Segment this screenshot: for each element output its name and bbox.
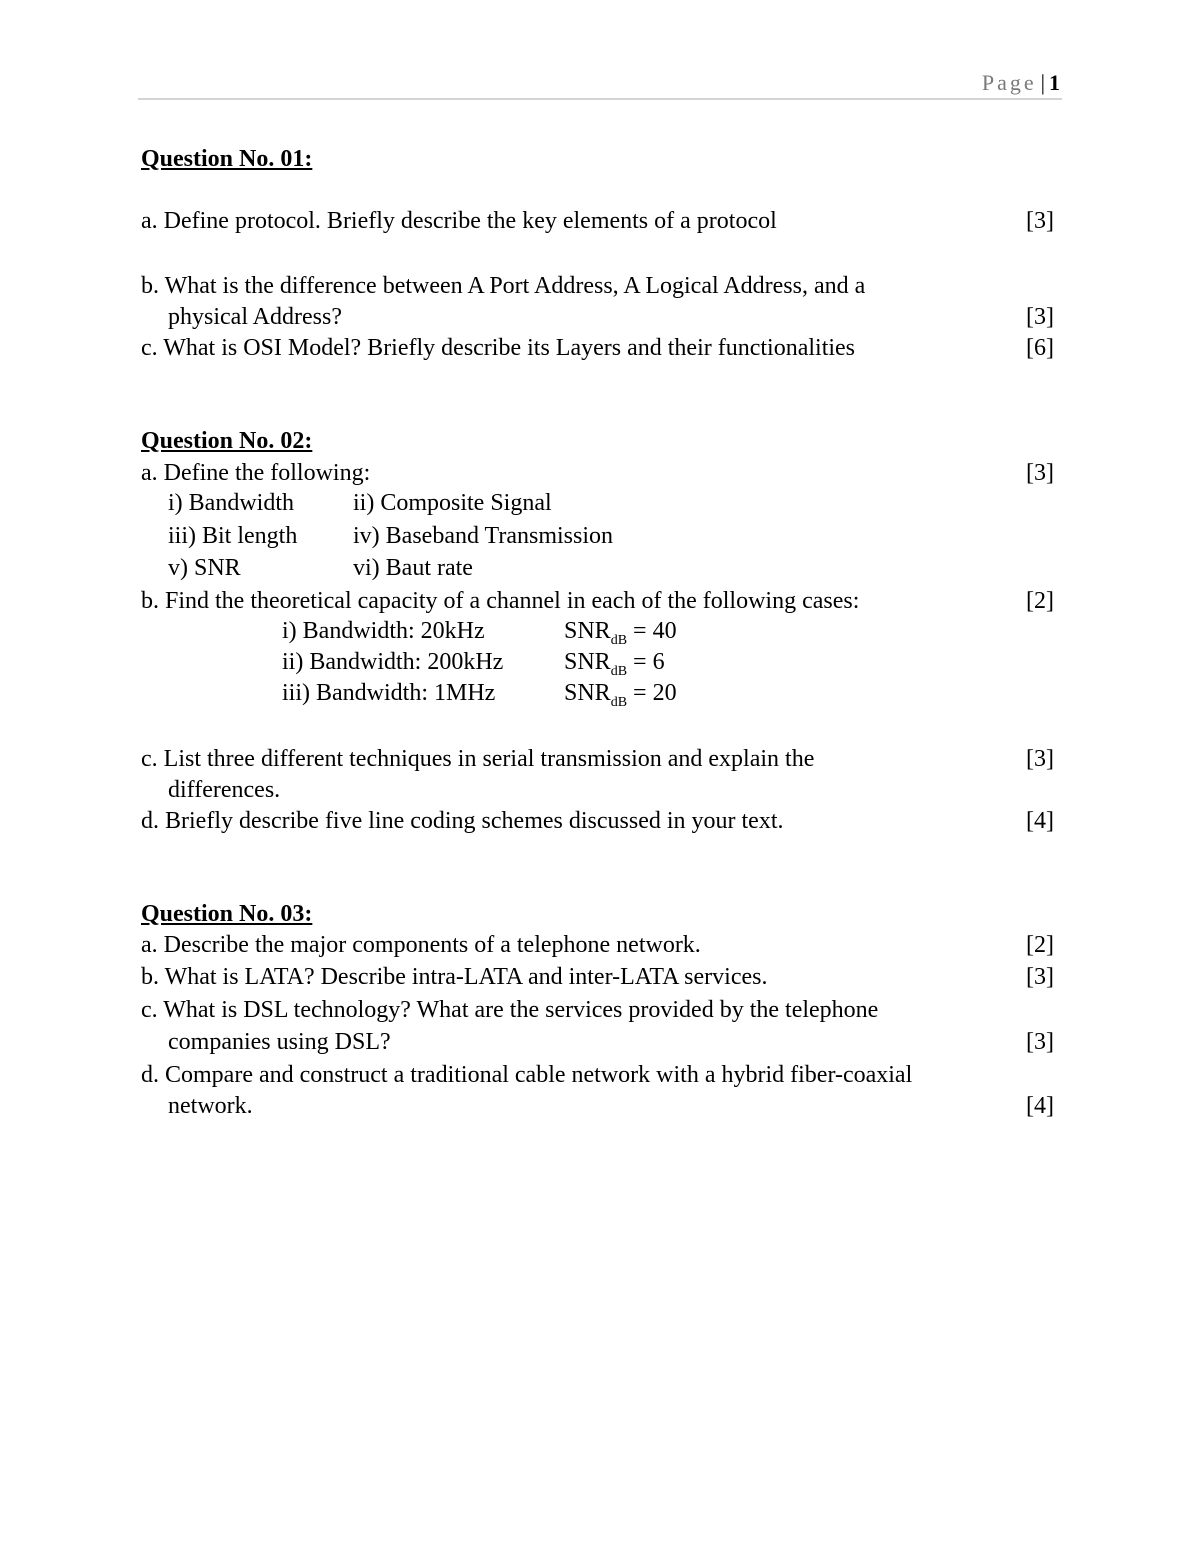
page-label: Page bbox=[981, 70, 1037, 95]
q1-b-line1: b. What is the difference between A Port Address, A Logical Address, and a bbox=[141, 273, 866, 299]
q3-a-text: a. Describe the major components of a telephone network. bbox=[141, 932, 701, 958]
q2-c-line1: c. List three different techniques in serial transmission and explain the bbox=[141, 746, 815, 772]
q2-d-marks: [4] bbox=[1026, 808, 1054, 834]
q2-a-term: v) SNR bbox=[168, 555, 241, 581]
q2-a-term: iv) Baseband Transmission bbox=[353, 523, 614, 549]
question-1-title: Question No. 01: bbox=[141, 146, 313, 172]
q1-b-marks: [3] bbox=[1026, 304, 1054, 330]
q2-b-case-snr: $SNR_{dB} = 40$ bbox=[564, 618, 677, 648]
q3-a-marks: [2] bbox=[1026, 932, 1054, 958]
q3-c-line1: c. What is DSL technology? What are the services provided by the telephone bbox=[141, 997, 879, 1023]
q1-c-text: c. What is OSI Model? Briefly describe its Layers and their functionalities bbox=[141, 335, 856, 361]
page-number: 1 bbox=[1049, 70, 1060, 95]
q3-c-line2: companies using DSL? bbox=[168, 1029, 391, 1055]
q3-b-marks: [3] bbox=[1026, 964, 1054, 990]
q2-b-marks: [2] bbox=[1026, 588, 1054, 614]
q3-d-line2: network. bbox=[168, 1093, 253, 1119]
q2-b-case-bandwidth: iii) Bandwidth: 1MHz bbox=[282, 680, 496, 706]
q2-b-case-snr: $SNR_{dB} = 20$ bbox=[564, 680, 677, 710]
q2-c-marks: [3] bbox=[1026, 746, 1054, 772]
q2-c-line2: differences. bbox=[168, 777, 281, 803]
q2-b-case-bandwidth: ii) Bandwidth: 200kHz bbox=[282, 649, 504, 675]
q2-d-text: d. Briefly describe five line coding schemes discussed in your text. bbox=[141, 808, 784, 834]
question-3-title: Question No. 03: bbox=[141, 901, 313, 927]
q2-a-term: vi) Baut rate bbox=[353, 555, 473, 581]
page-header bbox=[982, 72, 1060, 94]
q2-a-marks: [3] bbox=[1026, 460, 1054, 486]
q3-b-text: b. What is LATA? Describe intra-LATA and inter-LATA services. bbox=[141, 964, 768, 990]
header-rule bbox=[138, 98, 1062, 100]
q3-d-marks: [4] bbox=[1026, 1093, 1054, 1119]
q2-a-term: ii) Composite Signal bbox=[353, 490, 552, 516]
q1-b-line2: physical Address? bbox=[168, 304, 342, 330]
q3-c-marks: [3] bbox=[1026, 1029, 1054, 1055]
q2-a-text: a. Define the following: bbox=[141, 460, 371, 486]
q2-b-case-bandwidth: i) Bandwidth: 20kHz bbox=[282, 618, 485, 644]
q2-a-term: iii) Bit length bbox=[168, 523, 298, 549]
q1-a-marks: [3] bbox=[1026, 208, 1054, 234]
q1-a-text: a. Define protocol. Briefly describe the key elements of a protocol bbox=[141, 208, 777, 234]
question-2-title: Question No. 02: bbox=[141, 428, 313, 454]
q2-b-case-snr: $SNR_{dB} = 6$ bbox=[564, 649, 665, 679]
q3-d-line1: d. Compare and construct a traditional cable network with a hybrid fiber-coaxial bbox=[141, 1062, 913, 1088]
header-separator: | bbox=[1040, 70, 1045, 95]
q2-b-text: b. Find the theoretical capacity of a channel in each of the following cases: bbox=[141, 588, 860, 614]
q2-a-term: i) Bandwidth bbox=[168, 490, 294, 516]
q1-c-marks: [6] bbox=[1026, 335, 1054, 361]
